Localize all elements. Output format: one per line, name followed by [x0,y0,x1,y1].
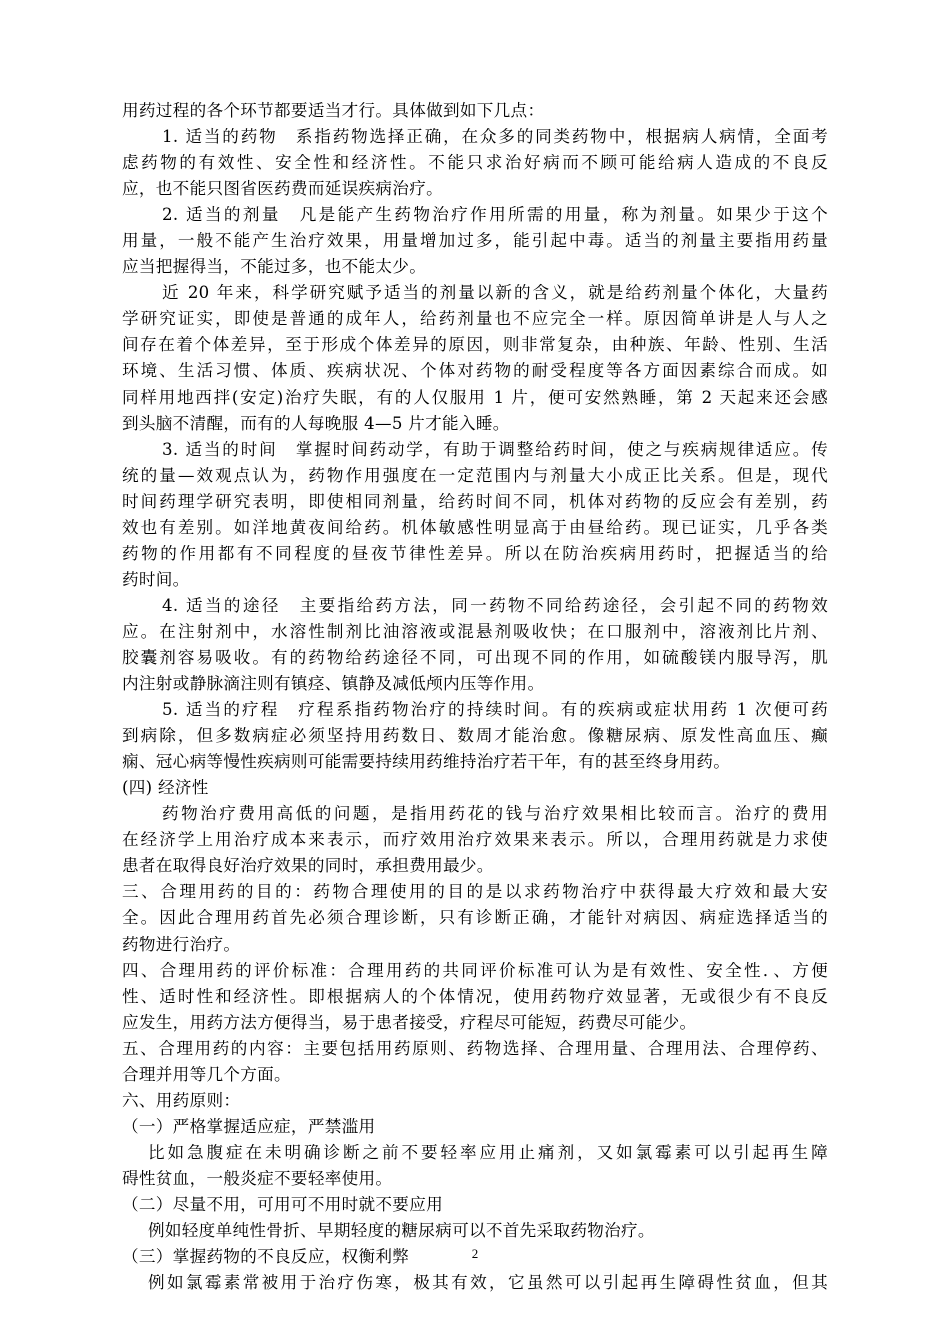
text-line: 应，也不能只图省医药费而延误疾病治疗。 [122,179,443,199]
text-line: 同样用地西拌(安定)治疗失眠，有的人仅服用 1 片，便可安然熟睡，第 2 天起来还会感 [122,387,828,407]
text-line: (四) 经济性 [122,778,209,798]
text-line: 4. 适当的途径 主要指给药方法，同一药物不同给药途径，会引起不同的药物效 [162,595,828,615]
text-line: 合理并用等几个方面。 [122,1064,291,1084]
text-line: 内注射或静脉滴注则有镇痉、镇静及减低颅内压等作用。 [122,674,545,694]
text-line: 学研究证实，即使是普通的成年人，给药剂量也不应完全一样。原因简单讲是人与人之 [122,309,828,329]
text-line: 用量，一般不能产生治疗效果，用量增加过多，能引起中毒。适当的剂量主要指用药量 [122,231,828,251]
document-page [122,98,828,1296]
text-line: 到病除，但多数病症必须坚持用药数日、数周才能治愈。像糖尿病、原发性高血压、癫 [122,726,828,746]
text-line: 比如急腹症在未明确诊断之前不要轻率应用止痛剂，又如氯霉素可以引起再生障 [148,1142,828,1162]
text-line: 5. 适当的疗程 疗程系指药物治疗的持续时间。有的疾病或症状用药 1 次便可药 [162,700,828,720]
text-line: 应发生，用药方法方便得当，易于患者接受，疗程尽可能短，药费尽可能少。 [122,1012,697,1032]
text-line: 痫、冠心病等慢性疾病则可能需要持续用药维持治疗若干年，有的甚至终身用药。 [122,752,731,772]
text-line: 统的量—效观点认为，药物作用强度在一定范围内与剂量大小成正比关系。但是，现代 [122,465,828,485]
text-line: 用药过程的各个环节都要适当才行。具体做到如下几点： [122,101,545,120]
text-line: 例如氯霉素常被用于治疗伤寒，极其有效，它虽然可以引起再生障碍性贫血，但其 [148,1273,828,1293]
text-line: 碍性贫血，一般炎症不要轻率使用。 [122,1168,393,1188]
text-line: 2. 适当的剂量 凡是能产生药物治疗作用所需的用量，称为剂量。如果少于这个 [162,205,828,225]
text-line: 近 20 年来，科学研究赋予适当的剂量以新的含义，就是给药剂量个体化，大量药 [162,283,828,303]
text-line: 环境、生活习惯、体质、疾病状况、个体对药物的耐受程度等各方面因素综合而成。如 [122,361,828,381]
text-line: 性、适时性和经济性。即根据病人的个体情况，使用药物疗效显著，无或很少有不良反 [122,986,828,1006]
text-line: 药时间。 [122,569,190,589]
text-line: 患者在取得良好治疗效果的同时，承担费用最少。 [122,856,494,876]
text-line: 药物进行治疗。 [122,934,241,954]
text-line: 五、合理用药的内容：主要包括用药原则、药物选择、合理用量、合理用法、合理停药、 [122,1038,828,1058]
text-line: 间存在着个体差异，至于形成个体差异的原因，则非常复杂，由种族、年龄、性别、生活 [122,335,828,355]
text-line: （三）掌握药物的不良反应，权衡利弊 [122,1247,410,1267]
text-line: 效也有差别。如洋地黄夜间给药。机体敏感性明显高于由昼给药。现已证实，几乎各类 [122,517,828,537]
text-line: 3. 适当的时间 掌握时间药动学，有助于调整给药时间，使之与疾病规律适应。传 [162,439,828,459]
text-line: 全。因此合理用药首先必须合理诊断，只有诊断正确，才能针对病因、病症选择适当的 [122,908,828,928]
text-line: 药物的作用都有不同程度的昼夜节律性差异。所以在防治疾病用药时，把握适当的给 [122,543,828,563]
text-line: 药物治疗费用高低的问题，是指用药花的钱与治疗效果相比较而言。治疗的费用 [162,804,828,824]
text-line: 胶囊剂容易吸收。有的药物给药途径不同，可出现不同的作用，如硫酸镁内服导泻，肌 [122,647,828,667]
text-line: （一）严格掌握适应症，严禁滥用 [122,1116,376,1136]
text-line: （二）尽量不用，可用可不用时就不要应用 [122,1194,443,1214]
text-line: 应。在注射剂中，水溶性制剂比油溶液或混悬剂吸收快；在口服剂中，溶液剂比片剂、 [122,621,828,641]
text-line: 例如轻度单纯性骨折、早期轻度的糖尿病可以不首先采取药物治疗。 [148,1221,655,1241]
text-line: 在经济学上用治疗成本来表示，而疗效用治疗效果来表示。所以，合理用药就是力求使 [122,830,828,850]
text-line: 1. 适当的药物 系指药物选择正确，在众多的同类药物中，根据病人病情，全面考 [162,127,828,147]
text-line: 三、合理用药的目的：药物合理使用的目的是以求药物治疗中获得最大疗效和最大安 [122,882,828,902]
text-line: 四、合理用药的评价标准：合理用药的共同评价标准可认为是有效性、安全性．、方便 [122,960,828,980]
page-number: 2 [471,1246,479,1261]
text-line: 应当把握得当，不能过多，也不能太少。 [122,257,427,277]
text-line: 虑药物的有效性、安全性和经济性。不能只求治好病而不顾可能给病人造成的不良反 [122,153,828,173]
text-line: 时间药理学研究表明，即使相同剂量，给药时间不同，机体对药物的反应会有差别，药 [122,491,828,511]
text-line: 到头脑不清醒，而有的人每晚服 4—5 片才能入睡。 [122,413,510,433]
text-line: 六、用药原则： [122,1090,241,1110]
